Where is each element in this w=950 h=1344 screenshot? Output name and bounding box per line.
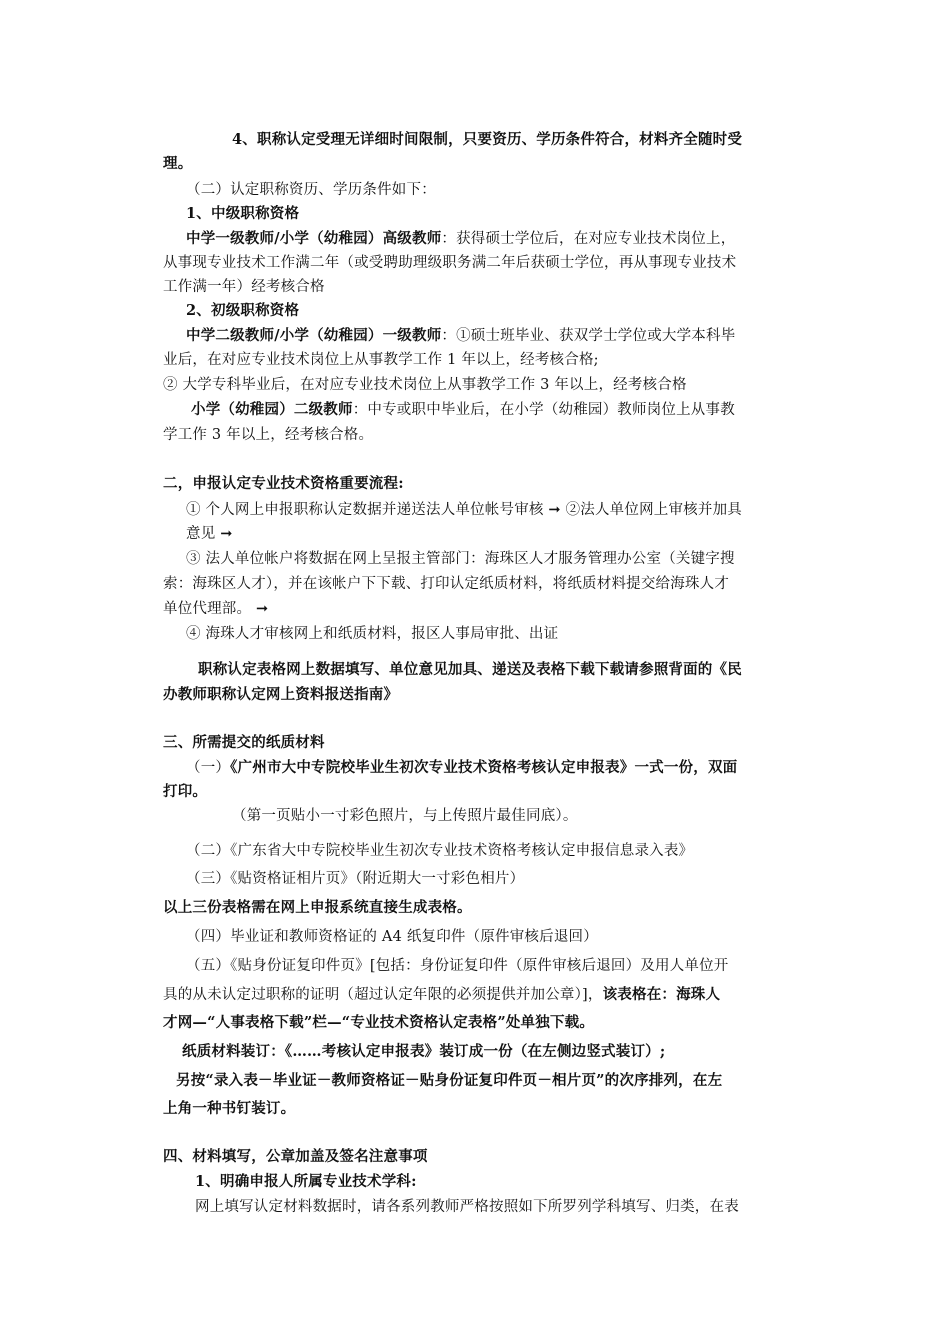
material-4: （四）毕业证和教师资格证的 A4 纸复印件（原件审核后退回） xyxy=(186,929,598,945)
material-1-index: （一） xyxy=(186,760,231,776)
primary-second-teacher-condition: ：中专或职中毕业后，在小学（幼稚园）教师岗位上从事教 xyxy=(352,402,735,418)
process-step-3-line-3: 单位代理部。 ➞ xyxy=(163,601,269,617)
material-5-download-note: 该表格在：海珠人 xyxy=(602,986,721,1003)
material-1-continued: 打印。 xyxy=(163,783,208,800)
guide-reference: 职称认定表格网上数据填写、单位意见加具、递送及表格下载下载请参照背面的《民 xyxy=(198,661,742,678)
subsection-2-heading: （二）认定职称资历、学历条件如下： xyxy=(186,182,436,198)
material-5-line-2 xyxy=(163,985,720,1005)
process-step-2: 意见 ➞ xyxy=(186,526,233,542)
material-5-proof-note: 具的从未认定过职称的证明（超过认定年限的必须提供并加公章）]， xyxy=(163,987,603,1003)
process-step-3: ③ 法人单位帐户将数据在网上呈报主管部门：海珠区人才服务管理办公室（关键字搜 xyxy=(186,551,735,567)
primary-second-teacher-line xyxy=(191,400,735,420)
intermediate-teacher-condition: ：获得硕士学位后，在对应专业技术岗位上， xyxy=(441,231,736,247)
material-1-line xyxy=(186,758,737,778)
material-1-description: 《广州市大中专院校毕业生初次专业技术资格考核认定申报表》一式一份，双面 xyxy=(230,759,738,776)
discipline-subheading: 1、明确申报人所属专业技术学科: xyxy=(195,1173,417,1190)
guide-reference-line-2: 办教师职称认定网上资料报送指南》 xyxy=(163,686,399,703)
material-3: （三）《贴资格证相片页》（附近期大一寸彩色相片） xyxy=(186,871,525,887)
binding-instruction-2: 另按“录入表－毕业证－教师资格证－贴身份证复印件页－相片页”的次序排列，在左 xyxy=(176,1072,723,1089)
binding-instruction-1: 纸质材料装订：《……考核认定申报表》装订成一份（在左侧边竖式装订）; xyxy=(182,1043,666,1060)
primary-second-teacher-label: 小学（幼稚园）二级教师 xyxy=(191,401,353,418)
junior-title-heading: 2、初级职称资格 xyxy=(186,302,300,319)
junior-condition-line-3: ② 大学专科毕业后，在对应专业技术岗位上从事教学工作 3 年以上，经考核合格 xyxy=(163,377,687,393)
primary-second-condition-line-2: 学工作 3 年以上，经考核合格。 xyxy=(163,427,374,443)
junior-teacher-label: 中学二级教师/小学（幼稚园）一级教师 xyxy=(186,327,442,344)
intermediate-condition-line-2: 从事现专业技术工作满二年（或受聘助理级职务满二年后获硕士学位，再从事现专业技术 xyxy=(163,255,737,271)
section-2-heading: 二，申报认定专业技术资格重要流程: xyxy=(163,475,404,492)
item-4-continued: 理。 xyxy=(163,155,193,172)
item-4-time-limit: 4、职称认定受理无详细时间限制，只要资历、学历条件符合，材料齐全随时受 xyxy=(232,131,743,148)
materials-system-note: 以上三份表格需在网上申报系统直接生成表格。 xyxy=(163,899,472,916)
discipline-instruction: 网上填写认定材料数据时，请各系列教师严格按照如下所罗列学科填写、归类，在表 xyxy=(195,1199,739,1215)
binding-instruction-2-continued: 上角一种书钉装订。 xyxy=(163,1100,296,1117)
intermediate-teacher-line xyxy=(186,229,735,249)
material-5: （五）《贴身份证复印件页》[包括：身份证复印件（原件审核后退回）及用人单位开 xyxy=(186,958,729,974)
junior-condition-line-2: 业后，在对应专业技术岗位上从事教学工作 1 年以上，经考核合格; xyxy=(163,352,599,368)
process-step-4: ④ 海珠人才审核网上和纸质材料，报区人事局审批、出证 xyxy=(186,626,559,642)
intermediate-title-heading: 1、中级职称资格 xyxy=(186,205,300,222)
intermediate-condition-line-3: 工作满一年）经考核合格 xyxy=(163,279,325,295)
material-5-line-3: 才网—“人事表格下载”栏—“专业技术资格认定表格”处单独下载。 xyxy=(163,1014,595,1031)
section-4-heading: 四、材料填写，公章加盖及签名注意事项 xyxy=(163,1148,428,1165)
junior-teacher-line xyxy=(186,326,735,346)
section-3-heading: 三、所需提交的纸质材料 xyxy=(163,734,325,751)
junior-teacher-condition: ：①硕士班毕业、获双学士学位或大学本科毕 xyxy=(441,328,736,344)
material-1-photo-note: （第一页贴小一寸彩色照片，与上传照片最佳同底）。 xyxy=(232,808,578,824)
process-step-3-line-2: 索：海珠区人才），并在该帐户下下载、打印认定纸质材料，将纸质材料提交给海珠人才 xyxy=(163,576,730,592)
process-step-1: ① 个人网上申报职称认定数据并递送法人单位帐号审核 ➞ ②法人单位网上审核并加具 xyxy=(186,502,742,518)
material-2: （二）《广东省大中专院校毕业生初次专业技术资格考核认定申报信息录入表》 xyxy=(186,843,694,859)
intermediate-teacher-label: 中学一级教师/小学（幼稚园）高级教师 xyxy=(186,230,442,247)
